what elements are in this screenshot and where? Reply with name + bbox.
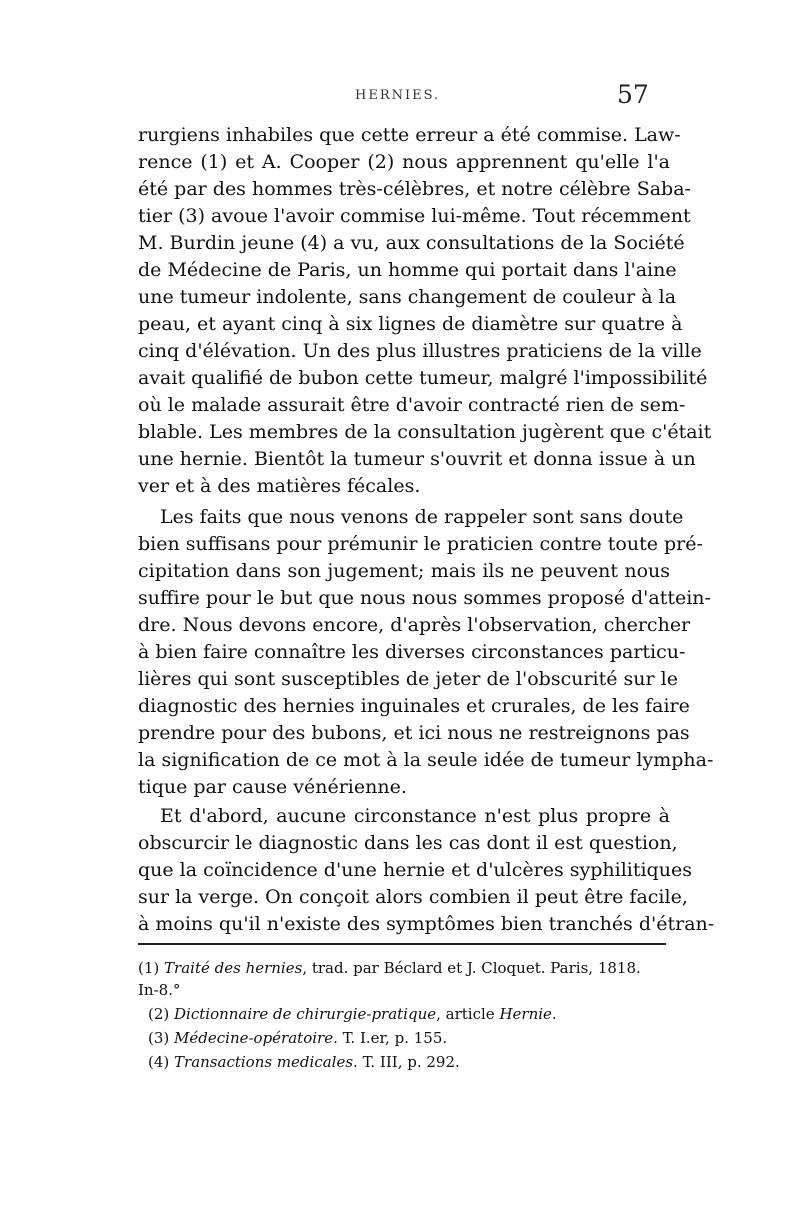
text-line: prendre pour des bubons, et ici nous ne restreignons pas bbox=[138, 722, 690, 744]
text-line: lières qui sont susceptibles de jeter de l'obscurité sur le bbox=[138, 668, 678, 690]
footnote-4 bbox=[148, 1050, 680, 1074]
text-line: peau, et ayant cinq à six lignes de diamètre sur quatre à bbox=[138, 313, 683, 335]
text-line: dre. Nous devons encore, d'après l'observation, chercher bbox=[138, 614, 691, 636]
footnote-text: , trad. par Béclard et J. Cloquet. Paris, 1818. bbox=[302, 959, 641, 977]
text-line: obscurcir le diagnostic dans les cas dont il est question, bbox=[138, 832, 678, 854]
text-line: cipitation dans son jugement; mais ils ne peuvent nous bbox=[138, 560, 670, 582]
footnote-1 bbox=[138, 956, 670, 980]
text-line: une hernie. Bientôt la tumeur s'ouvrit et donna issue à un bbox=[138, 448, 696, 470]
text-line: rurgiens inhabiles que cette erreur a été commise. Law- bbox=[138, 124, 681, 146]
text-line: cinq d'élévation. Un des plus illustres praticiens de la ville bbox=[138, 340, 702, 362]
footnote-text: . bbox=[551, 1005, 557, 1023]
text-line: été par des hommes très-célèbres, et notre célèbre Saba- bbox=[138, 178, 691, 200]
footnote-title: Transactions medicales. bbox=[174, 1053, 358, 1071]
footnote-text: T. III, p. 292. bbox=[357, 1053, 460, 1071]
text-line: tique par cause vénérienne. bbox=[138, 776, 407, 798]
footnote-3 bbox=[148, 1026, 680, 1050]
text-line: bien suffisans pour prémunir le praticien contre toute pré- bbox=[138, 533, 703, 555]
text-line: la signification de ce mot à la seule idée de tumeur lympha- bbox=[138, 749, 714, 771]
footnote-title: Dictionnaire de chirurgie-pratique bbox=[174, 1005, 437, 1023]
footnote-mark: (3) bbox=[148, 1029, 170, 1047]
footnote-text: T. I.er, p. 155. bbox=[337, 1029, 448, 1047]
footnote-text: In-8.° bbox=[138, 981, 181, 999]
footnote-2 bbox=[148, 1002, 680, 1026]
text-line: tier (3) avoue l'avoir commise lui-même. Tout récemment bbox=[138, 205, 691, 227]
text-line: à moins qu'il n'existe des symptômes bien tranchés d'étran- bbox=[138, 913, 715, 935]
footnote-title: Médecine-opératoire. bbox=[174, 1029, 338, 1047]
page-number: 57 bbox=[617, 80, 649, 109]
text-line: blable. Les membres de la consultation jugèrent que c'était bbox=[138, 421, 712, 443]
footnote-text: , article bbox=[436, 1005, 500, 1023]
text-line: où le malade assurait être d'avoir contracté rien de sem- bbox=[138, 394, 686, 416]
footnote-title: Hernie bbox=[499, 1005, 552, 1023]
paragraph-start-line: Et d'abord, aucune circonstance n'est plus propre à bbox=[160, 805, 670, 827]
text-line: ver et à des matières fécales. bbox=[138, 475, 421, 497]
footnote-mark: (4) bbox=[148, 1053, 170, 1071]
text-line: diagnostic des hernies inguinales et crurales, de les faire bbox=[138, 695, 690, 717]
text-line: sur la verge. On conçoit alors combien il peut être facile, bbox=[138, 886, 688, 908]
footnote-mark: (2) bbox=[148, 1005, 170, 1023]
text-line: avait qualifié de bubon cette tumeur, malgré l'impossibilité bbox=[138, 367, 708, 389]
footnote-separator bbox=[138, 943, 666, 945]
text-line: suffire pour le but que nous nous sommes proposé d'attein- bbox=[138, 587, 711, 609]
text-line: rence (1) et A. Cooper (2) nous apprennent qu'elle l'a bbox=[138, 151, 670, 173]
footnote-title: Traité des hernies bbox=[164, 959, 303, 977]
footnote-mark: (1) bbox=[138, 959, 160, 977]
paragraph-start-line: Les faits que nous venons de rappeler sont sans doute bbox=[160, 506, 684, 528]
text-line: à bien faire connaître les diverses circonstances particu- bbox=[138, 641, 686, 663]
text-line: M. Burdin jeune (4) a vu, aux consultations de la Société bbox=[138, 232, 685, 254]
text-line: de Médecine de Paris, un homme qui portait dans l'aine bbox=[138, 259, 677, 281]
running-head: HERNIES. bbox=[355, 88, 441, 103]
text-line: une tumeur indolente, sans changement de couleur à la bbox=[138, 286, 677, 308]
footnote-1-continuation bbox=[138, 978, 670, 1002]
text-line: que la coïncidence d'une hernie et d'ulcères syphilitiques bbox=[138, 859, 692, 881]
